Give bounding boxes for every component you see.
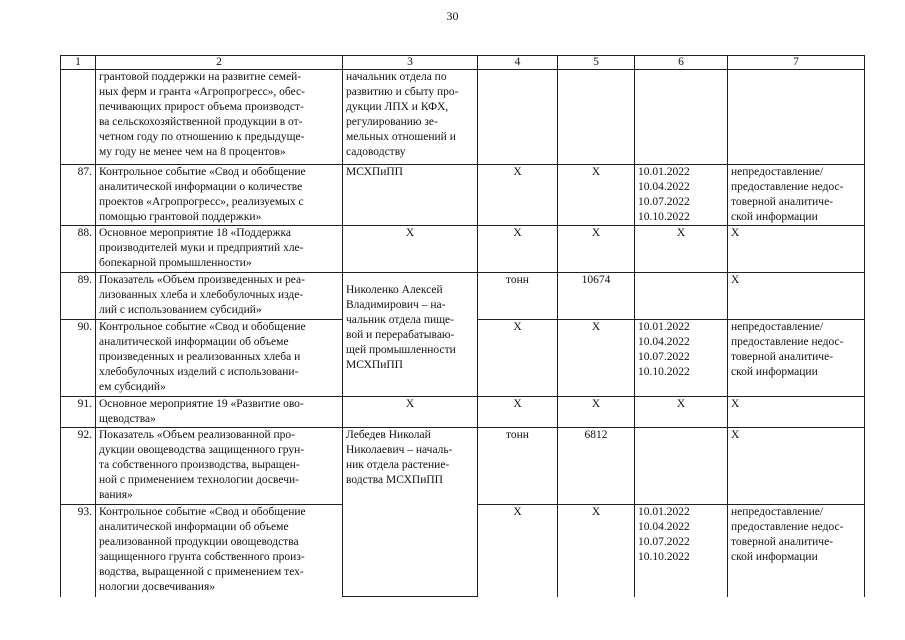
row-dates: 10.01.2022 10.04.2022 10.07.2022 10.10.2022 [635,165,728,226]
plan-table [60,55,865,597]
row-number: 90. [61,320,96,397]
row-responsible: начальник отдела по развитию и сбыту про- дукции ЛПХ и КФХ, регулированию зе- мельных отношений и садоводству [343,70,478,165]
table-row [61,397,865,428]
cell-x: X [728,226,865,273]
cell-x: X [558,505,635,597]
row-number: 89. [61,273,96,320]
row-description: Контрольное событие «Свод и обобщение аналитической информации об объеме произведенных и реализованных хлеба и хлебобулочных изделий с использовани- ем субсидий» [96,320,343,397]
row-number: 91. [61,397,96,428]
column-header: 5 [558,56,635,70]
cell-x: X [558,397,635,428]
row-responsible: Николенко Алексей Владимирович – на- чальник отдела пище- вой и перерабатываю- щей промышленности МСХПиПП [343,273,478,397]
cell-x: X [635,397,728,428]
row-responsible: Лебедев Николай Николаевич – началь- ник отдела растение- водства МСХПиПП [343,428,478,597]
row-number: 88. [61,226,96,273]
row-result: непредоставление/ предоставление недос- товерной аналитиче- ской информации [728,505,865,597]
cell-x: X [478,226,558,273]
row-number [61,70,96,165]
table-row [61,428,865,505]
row-result: непредоставление/ предоставление недос- товерной аналитиче- ской информации [728,165,865,226]
cell-x: X [478,320,558,397]
cell-x: X [558,165,635,226]
column-header: 4 [478,56,558,70]
row-target-value: 6812 [558,428,635,505]
row-description: Контрольное событие «Свод и обобщение аналитической информации об объеме реализованной продукции овощеводства защищенного грунта собственного произ- водства, выращенной с применением тех- нологии досвечивания» [96,505,343,597]
row-result: непредоставление/ предоставление недос- товерной аналитиче- ской информации [728,320,865,397]
column-header: 2 [96,56,343,70]
table-row [61,226,865,273]
cell-x: X [343,397,478,428]
row-target-value: 10674 [558,273,635,320]
column-header: 1 [61,56,96,70]
column-header: 7 [728,56,865,70]
row-number: 93. [61,505,96,597]
row-description: грантовой поддержки на развитие семей- ных ферм и гранта «Агропрогресс», обес- печивающих прирост объема производст- ва сельскохозяйственной продукции в от- четном году по отношению к предыдуще- му году не менее чем на 8 процентов» [96,70,343,165]
row-description: Показатель «Объем реализованной про- дукции овощеводства защищенного грун- та собственного производства, выращен- ной с применением технологии досвечи- вания» [96,428,343,505]
row-unit: тонн [478,273,558,320]
column-header: 6 [635,56,728,70]
cell-x: X [478,505,558,597]
row-responsible: МСХПиПП [343,165,478,226]
cell-x: X [635,226,728,273]
row-dates: 10.01.2022 10.04.2022 10.07.2022 10.10.2022 [635,320,728,397]
page-number: 30 [446,9,459,23]
row-description: Основное мероприятие 18 «Поддержка производителей муки и предприятий хле- бопекарной промышленности» [96,226,343,273]
row-description: Показатель «Объем произведенных и реа- лизованных хлеба и хлебобулочных изде- лий с использованием субсидий» [96,273,343,320]
row-dates: 10.01.2022 10.04.2022 10.07.2022 10.10.2022 [635,505,728,597]
table-row [61,273,865,320]
cell-x: X [478,397,558,428]
cell-x: X [478,165,558,226]
cell-x: X [728,273,865,320]
table-row [61,70,865,165]
cell-x: X [343,226,478,273]
cell-x: X [558,226,635,273]
row-description: Основное мероприятие 19 «Развитие ово- щеводства» [96,397,343,428]
row-number: 87. [61,165,96,226]
column-header-row [61,56,865,70]
cell-x: X [728,397,865,428]
cell-x: X [728,428,865,505]
column-header: 3 [343,56,478,70]
row-description: Контрольное событие «Свод и обобщение аналитической информации о количестве проектов «Агропрогресс», реализуемых с помощью грантовой поддержки» [96,165,343,226]
cell-x: X [558,320,635,397]
table-row [61,165,865,226]
row-unit: тонн [478,428,558,505]
row-number: 92. [61,428,96,505]
